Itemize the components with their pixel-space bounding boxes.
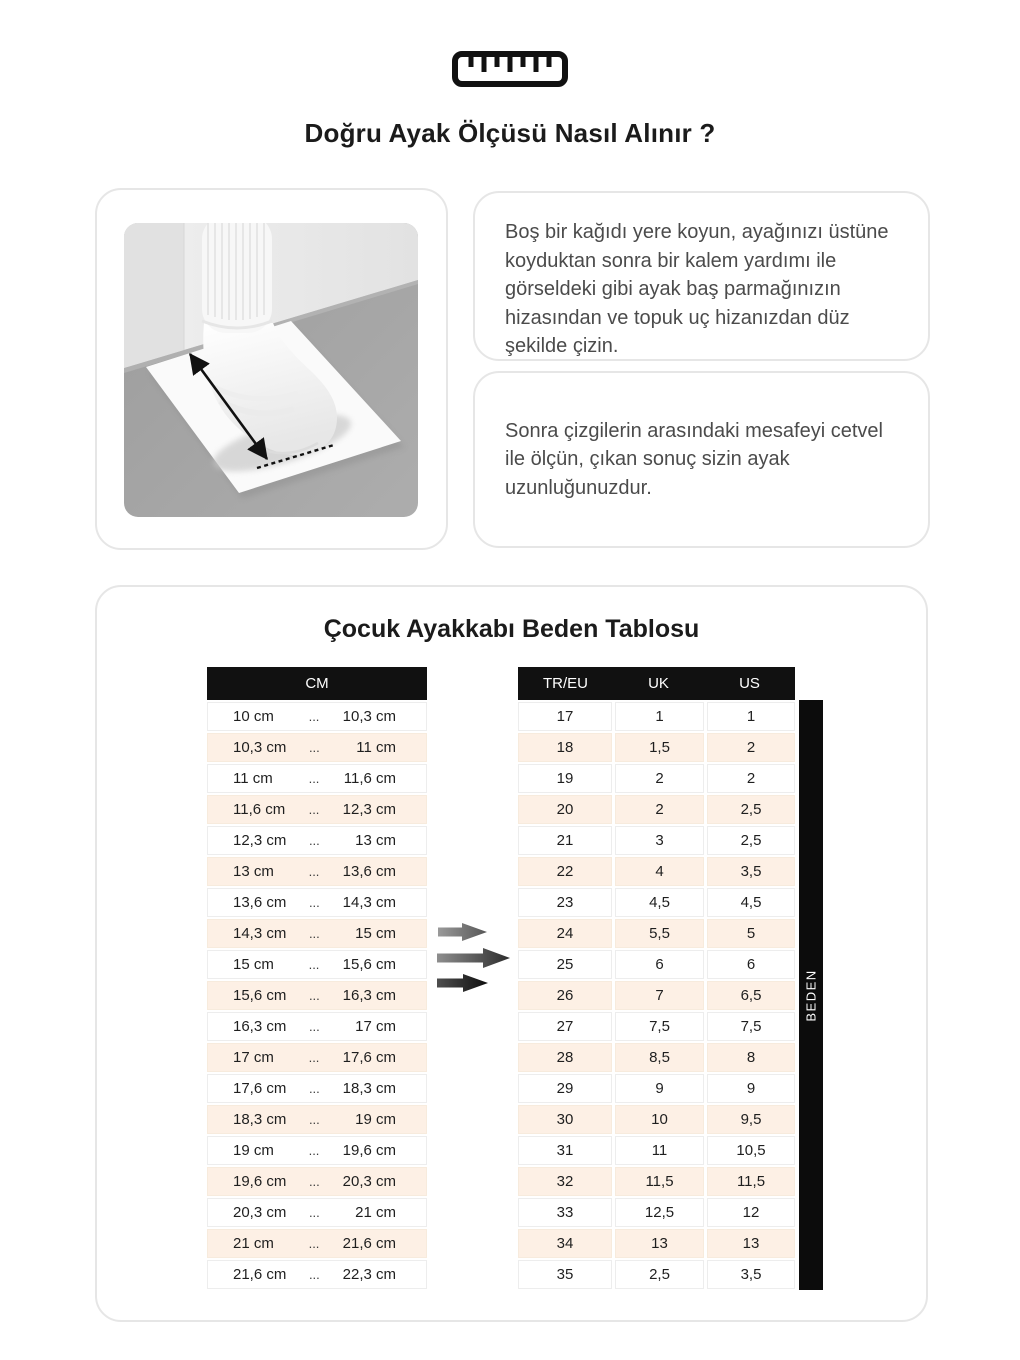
- cm-from-value: 13 cm: [233, 863, 274, 880]
- cm-table: [207, 667, 427, 1289]
- size-cell: 8: [707, 1043, 795, 1072]
- instruction-text-2: Sonra çizgilerin arasındaki mesafeyi cetvel ile ölçün, çıkan sonuç sizin ayak uzunluğunuzdur.: [505, 419, 883, 499]
- table-row: [518, 1229, 795, 1258]
- table-row: [518, 1043, 795, 1072]
- range-separator: ...: [308, 988, 320, 1003]
- cm-to-value: 15,6 cm: [342, 956, 396, 973]
- cm-from-value: 14,3 cm: [233, 925, 287, 942]
- size-cell: 2,5: [707, 826, 795, 855]
- size-cell: 7,5: [707, 1012, 795, 1041]
- range-separator: ...: [308, 1050, 320, 1065]
- table-row: [518, 1260, 795, 1289]
- table-row: [207, 1074, 427, 1103]
- beden-label: BEDEN: [803, 968, 819, 1022]
- range-separator: ...: [308, 864, 320, 879]
- foot-measurement-image: [124, 223, 418, 517]
- cm-from-value: 13,6 cm: [233, 894, 287, 911]
- cm-from-value: 18,3 cm: [233, 1111, 287, 1128]
- cm-to-value: 19 cm: [355, 1111, 396, 1128]
- column-header: US: [739, 675, 760, 692]
- cm-to-value: 11 cm: [356, 739, 396, 756]
- range-separator: ...: [308, 1205, 320, 1220]
- table-row: [207, 764, 427, 793]
- size-cell: 13: [615, 1229, 704, 1258]
- size-cell: 5,5: [615, 919, 704, 948]
- size-chart-title: Çocuk Ayakkabı Beden Tablosu: [323, 615, 700, 643]
- table-row: [518, 1136, 795, 1165]
- table-row: [207, 1012, 427, 1041]
- size-cell: 33: [518, 1198, 612, 1227]
- size-cell: 10: [615, 1105, 704, 1134]
- cm-table-body: [207, 702, 427, 1289]
- size-table-body: [518, 702, 795, 1289]
- size-cell: 20: [518, 795, 612, 824]
- size-cell: 34: [518, 1229, 612, 1258]
- range-separator: ...: [308, 709, 320, 724]
- cm-from-value: 21 cm: [233, 1235, 274, 1252]
- size-cell: 32: [518, 1167, 612, 1196]
- size-cell: 4,5: [615, 888, 704, 917]
- size-cell: 17: [518, 702, 612, 731]
- size-cell: 6,5: [707, 981, 795, 1010]
- table-row: [207, 1167, 427, 1196]
- size-cell: 11: [615, 1136, 704, 1165]
- size-cell: 5: [707, 919, 795, 948]
- cm-to-value: 15 cm: [355, 925, 396, 942]
- size-cell: 3,5: [707, 857, 795, 886]
- table-row: [518, 795, 795, 824]
- cm-to-value: 20,3 cm: [342, 1173, 396, 1190]
- size-cell: 19: [518, 764, 612, 793]
- cm-to-value: 16,3 cm: [342, 987, 396, 1004]
- cm-to-value: 18,3 cm: [342, 1080, 396, 1097]
- size-cell: 8,5: [615, 1043, 704, 1072]
- size-cell: 10,5: [707, 1136, 795, 1165]
- table-row: [518, 826, 795, 855]
- cm-from-value: 19,6 cm: [233, 1173, 287, 1190]
- range-separator: ...: [308, 1143, 320, 1158]
- table-row: [518, 1105, 795, 1134]
- cm-from-value: 10 cm: [233, 708, 274, 725]
- table-row: [207, 733, 427, 762]
- size-cell: 23: [518, 888, 612, 917]
- table-row: [207, 950, 427, 979]
- range-separator: ...: [308, 802, 320, 817]
- cm-from-value: 21,6 cm: [233, 1266, 287, 1283]
- table-row: [518, 702, 795, 731]
- cm-to-value: 19,6 cm: [342, 1142, 396, 1159]
- size-cell: 6: [615, 950, 704, 979]
- size-cell: 21: [518, 826, 612, 855]
- cm-from-value: 17 cm: [233, 1049, 274, 1066]
- instruction-box-2: [473, 371, 930, 548]
- cm-to-value: 21 cm: [355, 1204, 396, 1221]
- instruction-box-1: [473, 191, 930, 361]
- range-separator: ...: [308, 740, 320, 755]
- cm-to-value: 13 cm: [355, 832, 396, 849]
- table-row: [207, 1043, 427, 1072]
- table-row: [518, 764, 795, 793]
- cm-to-value: 17,6 cm: [342, 1049, 396, 1066]
- size-cell: 12: [707, 1198, 795, 1227]
- cm-from-value: 10,3 cm: [233, 739, 287, 756]
- range-separator: ...: [308, 926, 320, 941]
- range-separator: ...: [308, 833, 320, 848]
- table-row: [207, 1198, 427, 1227]
- size-cell: 13: [707, 1229, 795, 1258]
- size-cell: 1: [707, 702, 795, 731]
- instruction-text-1: Boş bir kağıdı yere koyun, ayağınızı üstüne koyduktan sonra bir kalem yardımı ile görseldeki gibi ayak baş parmağınızın hizasından ve topuk uç hizanızdan düz şekilde çizin.: [505, 221, 889, 358]
- table-row: [518, 1012, 795, 1041]
- range-separator: ...: [308, 1019, 320, 1034]
- page-title: Doğru Ayak Ölçüsü Nasıl Alınır ?: [304, 118, 716, 148]
- cm-from-value: 17,6 cm: [233, 1080, 287, 1097]
- table-row: [207, 795, 427, 824]
- column-header: TR/EU: [543, 675, 588, 692]
- table-row: [518, 919, 795, 948]
- table-row: [207, 888, 427, 917]
- size-cell: 2: [615, 764, 704, 793]
- table-row: [518, 1074, 795, 1103]
- size-cell: 7: [615, 981, 704, 1010]
- size-cell: 2: [707, 733, 795, 762]
- size-cell: 30: [518, 1105, 612, 1134]
- table-row: [518, 857, 795, 886]
- size-cell: 18: [518, 733, 612, 762]
- cm-from-value: 16,3 cm: [233, 1018, 287, 1035]
- cm-to-value: 14,3 cm: [342, 894, 396, 911]
- table-row: [207, 1260, 427, 1289]
- cm-to-value: 11,6 cm: [343, 770, 396, 787]
- size-cell: 9: [615, 1074, 704, 1103]
- table-row: [207, 826, 427, 855]
- cm-from-value: 15,6 cm: [233, 987, 287, 1004]
- size-cell: 26: [518, 981, 612, 1010]
- table-row: [207, 1136, 427, 1165]
- size-cell: 9: [707, 1074, 795, 1103]
- table-row: [207, 981, 427, 1010]
- size-cell: 2: [707, 764, 795, 793]
- table-row: [518, 950, 795, 979]
- table-row: [207, 919, 427, 948]
- size-cell: 24: [518, 919, 612, 948]
- range-separator: ...: [308, 1236, 320, 1251]
- size-cell: 29: [518, 1074, 612, 1103]
- conversion-arrows-icon: [435, 919, 515, 995]
- size-cell: 27: [518, 1012, 612, 1041]
- size-cell: 7,5: [615, 1012, 704, 1041]
- range-separator: ...: [308, 957, 320, 972]
- range-separator: ...: [308, 1267, 320, 1282]
- cm-from-value: 19 cm: [233, 1142, 274, 1159]
- size-cell: 1: [615, 702, 704, 731]
- cm-to-value: 10,3 cm: [342, 708, 396, 725]
- table-row: [518, 981, 795, 1010]
- table-row: [518, 1167, 795, 1196]
- cm-to-value: 17 cm: [355, 1018, 396, 1035]
- size-chart-card: [95, 585, 928, 1322]
- size-cell: 6: [707, 950, 795, 979]
- table-row: [518, 888, 795, 917]
- size-cell: 9,5: [707, 1105, 795, 1134]
- table-row: [207, 702, 427, 731]
- table-row: [518, 733, 795, 762]
- table-row: [207, 857, 427, 886]
- size-table: [518, 667, 795, 1289]
- ruler-icon: [0, 50, 1020, 88]
- foot-measurement-image-card: [95, 188, 448, 550]
- size-cell: 4: [615, 857, 704, 886]
- size-cell: 12,5: [615, 1198, 704, 1227]
- size-cell: 25: [518, 950, 612, 979]
- range-separator: ...: [308, 771, 320, 786]
- size-cell: 3: [615, 826, 704, 855]
- cm-table-header: CM: [207, 667, 427, 700]
- size-table-header: [518, 667, 795, 700]
- cm-from-value: 11 cm: [233, 770, 273, 787]
- size-cell: 2,5: [615, 1260, 704, 1289]
- cm-to-value: 22,3 cm: [342, 1266, 396, 1283]
- size-cell: 31: [518, 1136, 612, 1165]
- cm-from-value: 15 cm: [233, 956, 274, 973]
- size-cell: 2,5: [707, 795, 795, 824]
- table-row: [518, 1198, 795, 1227]
- range-separator: ...: [308, 1174, 320, 1189]
- beden-bar: [799, 700, 823, 1290]
- table-row: [207, 1229, 427, 1258]
- size-cell: 4,5: [707, 888, 795, 917]
- cm-from-value: 11,6 cm: [233, 801, 286, 818]
- size-cell: 22: [518, 857, 612, 886]
- size-cell: 28: [518, 1043, 612, 1072]
- size-cell: 2: [615, 795, 704, 824]
- cm-to-value: 12,3 cm: [342, 801, 396, 818]
- column-header: UK: [648, 675, 669, 692]
- size-cell: 3,5: [707, 1260, 795, 1289]
- cm-to-value: 13,6 cm: [342, 863, 396, 880]
- cm-from-value: 12,3 cm: [233, 832, 287, 849]
- size-cell: 11,5: [615, 1167, 704, 1196]
- table-row: [207, 1105, 427, 1134]
- cm-to-value: 21,6 cm: [342, 1235, 396, 1252]
- size-cell: 35: [518, 1260, 612, 1289]
- cm-from-value: 20,3 cm: [233, 1204, 287, 1221]
- range-separator: ...: [308, 1081, 320, 1096]
- range-separator: ...: [308, 1112, 320, 1127]
- size-cell: 11,5: [707, 1167, 795, 1196]
- range-separator: ...: [308, 895, 320, 910]
- size-cell: 1,5: [615, 733, 704, 762]
